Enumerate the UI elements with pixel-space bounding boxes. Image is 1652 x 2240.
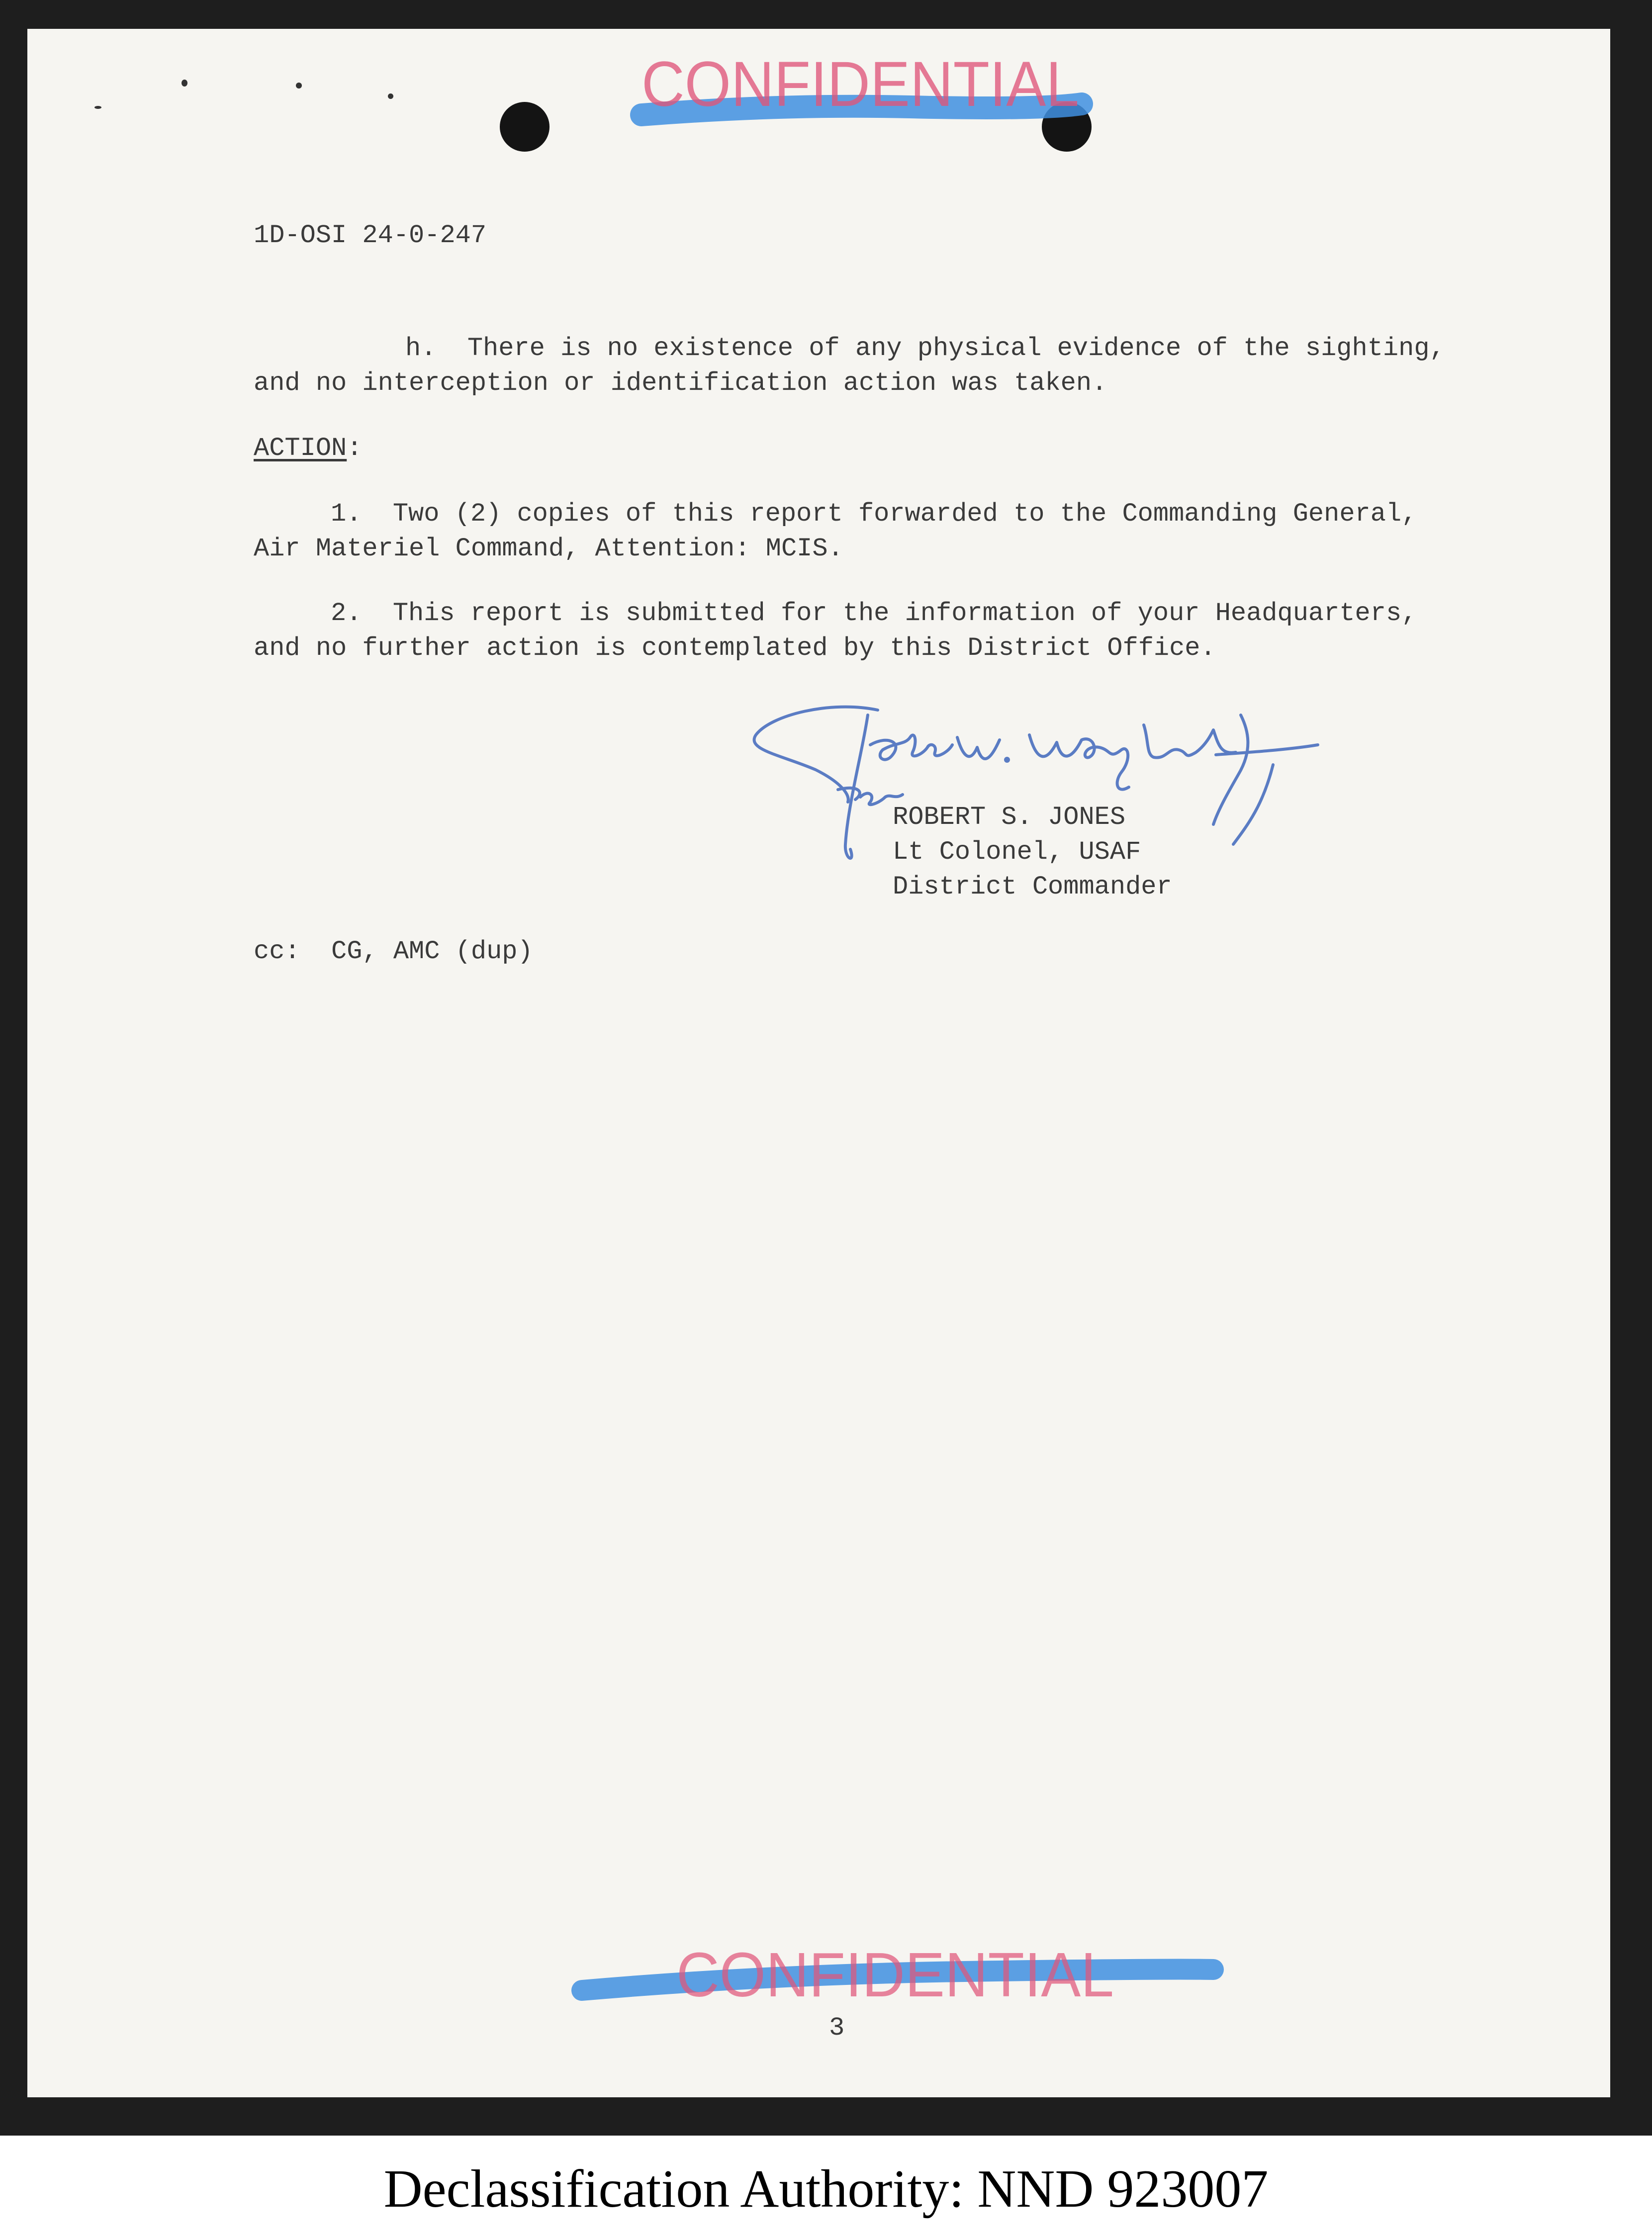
signatory-title: District Commander — [893, 872, 1172, 901]
page-number: 3 — [829, 2013, 845, 2043]
paragraph-h-line-2: and no interception or identification action was taken. — [254, 368, 1107, 398]
action-heading — [254, 431, 362, 466]
confidential-stamp-bottom — [567, 1941, 1223, 2010]
signatory-rank: Lt Colonel, USAF — [893, 837, 1141, 867]
document-page — [27, 29, 1610, 2097]
paper-speck — [296, 83, 302, 89]
punch-hole-left — [500, 102, 550, 152]
confidential-stamp-top-text: CONFIDENTIAL — [642, 49, 1079, 120]
paragraph-h-line-1: h. There is no existence of any physical evidence of the sighting, — [405, 334, 1445, 363]
action-item-1-line-2: Air Materiel Command, Attention: MCIS. — [254, 534, 843, 563]
action-heading-label: ACTION — [254, 434, 347, 463]
paper-speck — [182, 80, 187, 87]
action-item-2-line-1: 2. This report is submitted for the information of your Headquarters, — [331, 599, 1417, 628]
confidential-stamp-top — [632, 49, 1089, 126]
action-item-2-line-2: and no further action is contemplated by this District Office. — [254, 633, 1216, 663]
reference-number: 1D-OSI 24-0-247 — [254, 221, 487, 250]
action-item-1-line-1: 1. Two (2) copies of this report forwarded to the Commanding General, — [331, 499, 1417, 529]
declassification-footer: Declassification Authority: NND 923007 — [383, 2159, 1269, 2219]
cc-line: cc: CG, AMC (dup) — [254, 937, 533, 966]
confidential-stamp-bottom-text: CONFIDENTIAL — [676, 1940, 1114, 2010]
paper-speck — [388, 93, 393, 99]
action-heading-colon: : — [347, 434, 363, 463]
paper-speck — [94, 106, 101, 109]
signatory-name: ROBERT S. JONES — [893, 803, 1126, 832]
